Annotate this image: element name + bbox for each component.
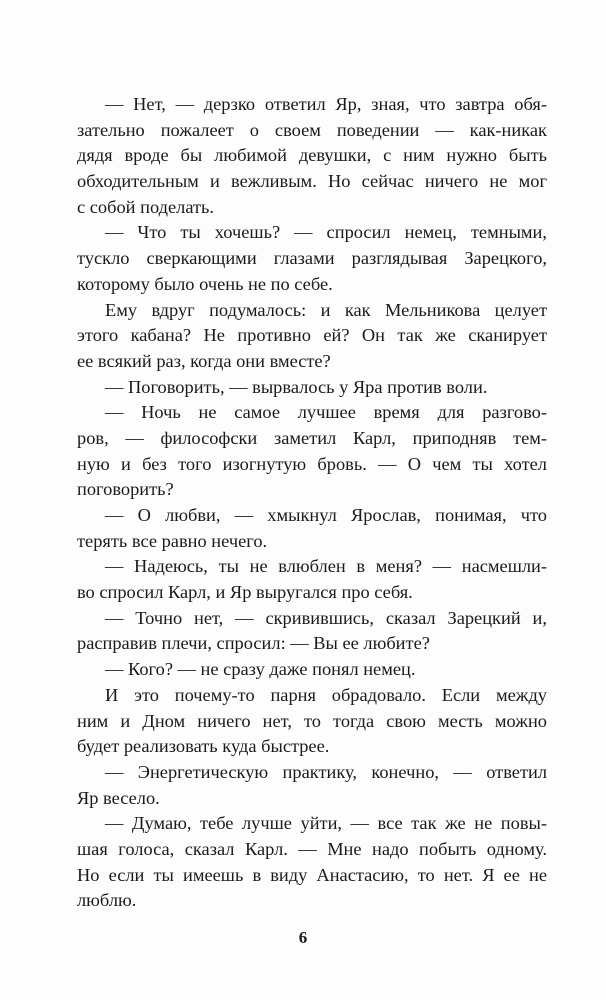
- text-line: — Кого? — не сразу даже понял немец.: [105, 659, 416, 680]
- text-line: — Думаю, тебе лучше уйти, — все так же не повы-: [105, 813, 547, 834]
- text-line: будет реализовать куда быстрее.: [77, 736, 330, 757]
- text-line: которому было очень не по себе.: [77, 273, 333, 294]
- text-line: дядя вроде бы любимой девушки, с ним нужно быть: [77, 145, 547, 166]
- text-line: ную и без того изогнутую бровь. — О чем ты хотел: [77, 453, 547, 474]
- text-line: терять все равно нечего.: [77, 530, 268, 551]
- text-line: обходительным и вежливым. Но сейчас ничего не мог: [77, 171, 547, 192]
- text-line: — Энергетическую практику, конечно, — ответил: [105, 761, 547, 782]
- text-line: ров, — философски заметил Карл, приподняв тем-: [77, 427, 547, 448]
- text-line: люблю.: [77, 890, 137, 911]
- text-line: И это почему-то парня обрадовало. Если между: [105, 684, 547, 705]
- text-line: Ему вдруг подумалось: и как Мельникова целует: [105, 299, 547, 320]
- page-number: 6: [298, 928, 308, 947]
- text-line: — Надеюсь, ты не влюблен в меня? — насмешли-: [105, 556, 547, 577]
- text-line: — Ночь не самое лучшее время для разгово-: [105, 402, 547, 423]
- body-text: [77, 92, 547, 914]
- text-line: шая голоса, сказал Карл. — Мне надо побыть одному.: [77, 838, 547, 859]
- text-line: — Нет, — дерзко ответил Яр, зная, что завтра обя-: [105, 94, 547, 114]
- text-line: — Что ты хочешь? — спросил немец, темными,: [105, 222, 547, 243]
- text-line: зательно пожалеет о своем поведении — как-никак: [77, 119, 547, 140]
- text-line: Но если ты имеешь в виду Анастасию, то нет. Я ее не: [77, 864, 547, 885]
- text-line: Яр весело.: [77, 787, 160, 808]
- text-line: поговорить?: [77, 479, 174, 500]
- text-line: ее всякий раз, когда они вместе?: [77, 350, 331, 371]
- text-line: расправив плечи, спросил: — Вы ее любите?: [77, 633, 430, 654]
- text-line: — О любви, — хмыкнул Ярослав, понимая, что: [105, 505, 547, 525]
- text-line: с собой поделать.: [77, 196, 215, 217]
- text-line: тускло сверкающими глазами разглядывая Зарецкого,: [77, 248, 547, 269]
- text-line: — Точно нет, — скривившись, сказал Зарецкий и,: [105, 607, 547, 628]
- text-line: ним и Дном ничего нет, то тогда свою месть можно: [77, 710, 547, 731]
- text-line: — Поговорить, — вырвалось у Яра против воли.: [105, 376, 488, 397]
- text-line: во спросил Карл, и Яр выругался про себя.: [77, 582, 413, 603]
- text-line: этого кабана? Не противно ей? Он так же сканирует: [77, 325, 547, 346]
